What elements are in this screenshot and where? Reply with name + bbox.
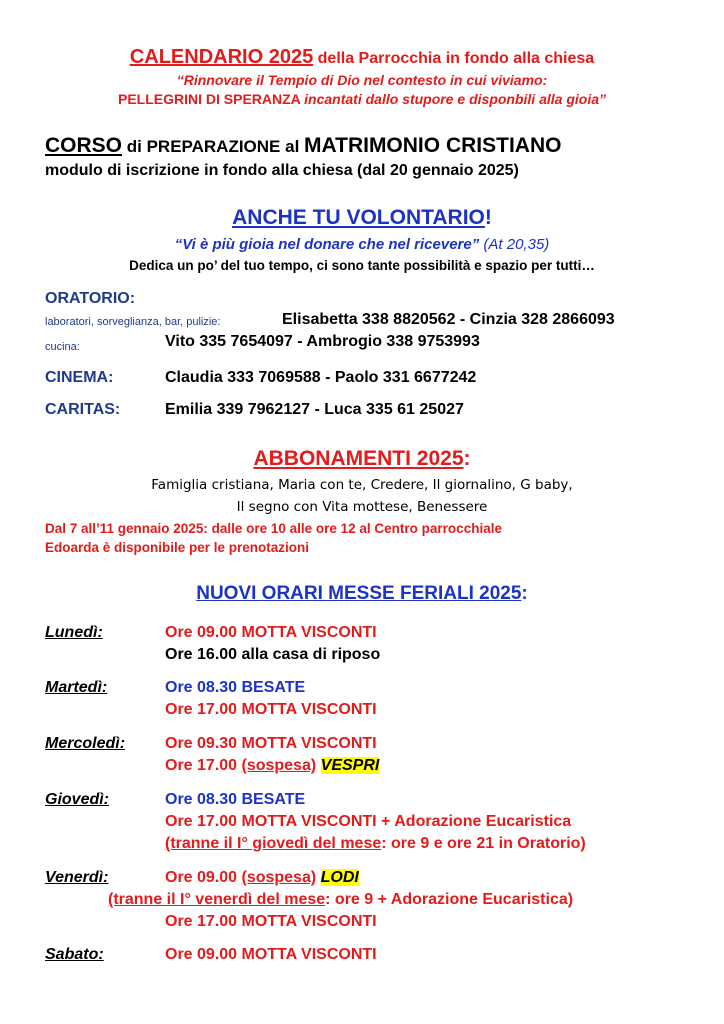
corso-preparazione: PREPARAZIONE [146,137,281,156]
sab-1: Ore 09.00 MOTTA VISCONTI [165,946,377,963]
volontario-quote [0,236,724,253]
ven-1-time: Ore 09.00 [165,869,242,886]
orari-title [0,583,724,605]
mar-1: Ore 08.30 BESATE [165,679,306,696]
day-martedi: Martedì: [45,679,108,696]
abbonamenti-list-1: Famiglia cristiana, Maria con te, Credere, Il giornalino, G baby, [151,477,573,493]
gio-1: Ore 08.30 BESATE [165,791,306,808]
gio-2: Ore 17.00 MOTTA VISCONTI + Adorazione Eucaristica [165,813,572,830]
volontario-exclam: ! [484,206,492,229]
lab-contacts: Elisabetta 338 8820562 - Cinzia 328 2866093 [282,311,615,328]
day-giovedi: Giovedì: [45,791,110,808]
calendar-title-main: CALENDARIO 2025 [129,46,314,68]
volontario-ref: (At 20,35) [479,236,550,253]
day-mercoledi: Mercoledì: [45,735,126,752]
mer-1: Ore 09.30 MOTTA VISCONTI [165,735,377,752]
orari-colon: : [521,583,528,604]
abbonamenti-title [0,447,724,471]
motto-pellegrini: PELLEGRINI DI SPERANZA [118,91,305,107]
gio-3 [165,835,586,853]
ven-2 [108,891,573,909]
corso-al: al [280,137,305,156]
volontario-title [0,206,724,230]
mar-2: Ore 17.00 MOTTA VISCONTI [165,701,377,718]
ven-1 [165,869,359,887]
calendar-title [0,46,724,69]
gio-3-underlined: (tranne il I° giovedì del mese [165,835,382,852]
motto-italic: incantati dallo stupore e disponbili alla gioia” [304,91,606,107]
mer-2 [165,757,379,775]
volontario-quote-text: “Vi è più gioia nel donare che nel ricevere” [174,236,480,253]
corso-di: di [122,137,147,156]
volontario-title-text: ANCHE TU VOLONTARIO [232,206,485,229]
lun-1: Ore 09.00 MOTTA VISCONTI [165,624,377,641]
ven-1-sospesa: (sospesa) [241,869,317,886]
ven-1-lodi: LODI [320,869,359,886]
mer-2-sospesa: (sospesa) [241,757,317,774]
day-sabato: Sabato: [45,946,104,963]
cucina-label: cucina: [45,341,80,353]
motto-line-2 [0,91,724,107]
ven-3: Ore 17.00 MOTTA VISCONTI [165,913,377,930]
abbonamenti-colon: : [463,447,471,470]
oratorio-label: ORATORIO: [45,290,136,307]
motto-line-1: “Rinnovare il Tempio di Dio nel contesto in cui viviamo: [176,72,548,88]
abbonamenti-list-2: Il segno con Vita mottese, Benessere [236,499,488,515]
day-venerdi: Venerdì: [45,869,109,886]
mer-2-vespri: VESPRI [320,757,380,774]
lab-label: laboratori, sorveglianza, bar, pulizie: [45,316,221,328]
corso-word: CORSO [45,134,123,157]
mer-2-space [316,757,320,774]
corso-title [45,134,561,158]
orari-title-text: NUOVI ORARI MESSE FERIALI 2025 [196,583,522,604]
volontario-invite: Dedica un po’ del tuo tempo, ci sono tante possibilità e spazio per tutti… [129,258,595,273]
ven-2-rest: : ore 9 + Adorazione Eucaristica) [325,891,574,908]
ven-1-space [316,869,320,886]
calendar-title-rest: della Parrocchia in fondo alla chiesa [313,50,595,67]
cucina-contacts: Vito 335 7654097 - Ambrogio 338 9753993 [165,333,480,350]
abbonamenti-info-1: Dal 7 all’11 gennaio 2025: dalle ore 10 alle ore 12 al Centro parrocchiale [45,521,502,536]
lun-2: Ore 16.00 alla casa di riposo [165,646,381,663]
ven-2-underlined: (tranne il I° venerdì del mese [108,891,326,908]
mer-2-time: Ore 17.00 [165,757,242,774]
cinema-label: CINEMA: [45,369,114,386]
corso-matrimonio: MATRIMONIO CRISTIANO [304,134,562,157]
abbonamenti-title-text: ABBONAMENTI 2025 [253,447,464,470]
corso-subtitle: modulo di iscrizione in fondo alla chiesa (dal 20 gennaio 2025) [45,162,519,179]
gio-3-rest: : ore 9 e ore 21 in Oratorio) [381,835,586,852]
abbonamenti-info-2: Edoarda è disponibile per le prenotazioni [45,540,310,555]
caritas-contacts: Emilia 339 7962127 - Luca 335 61 25027 [165,401,464,418]
caritas-label: CARITAS: [45,401,121,418]
day-lunedi: Lunedì: [45,624,103,641]
cinema-contacts: Claudia 333 7069588 - Paolo 331 6677242 [165,369,477,386]
